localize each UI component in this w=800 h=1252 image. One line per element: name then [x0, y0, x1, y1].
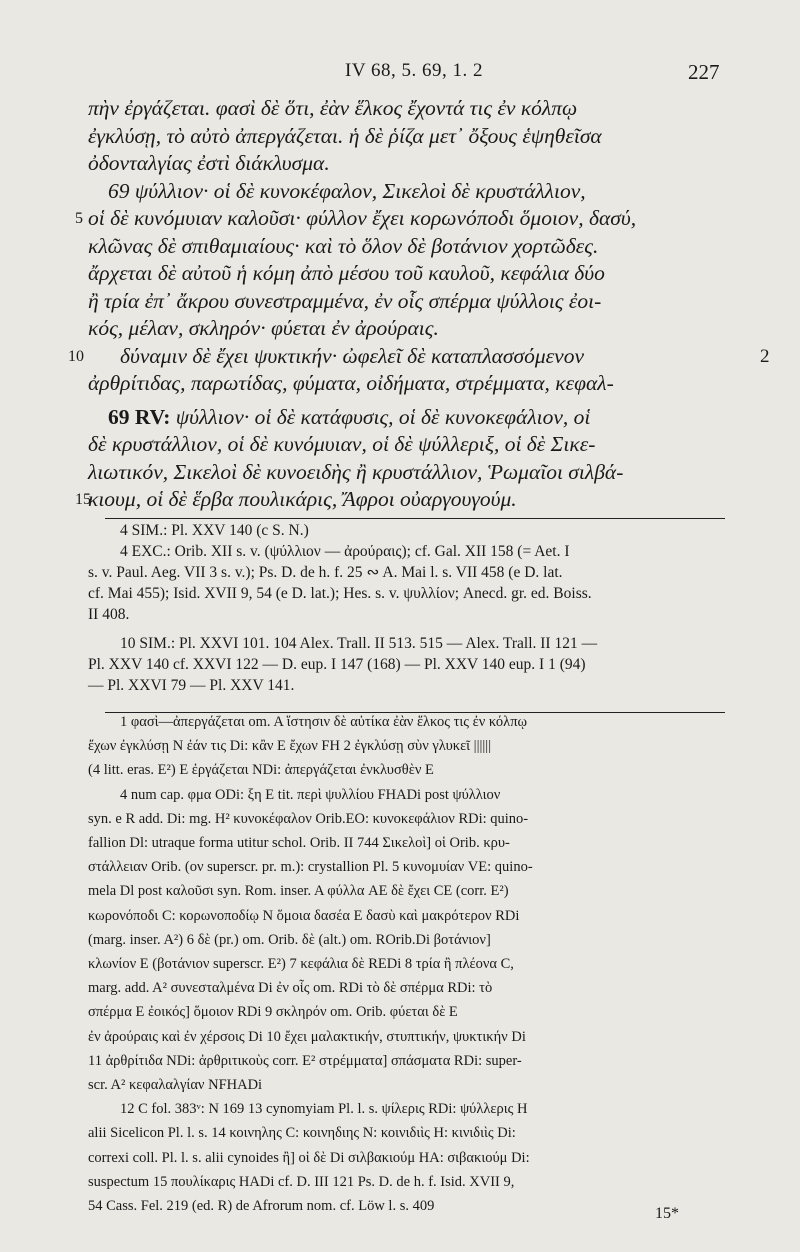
apparatus-line: σπέρμα E ἐοικός] ὅμοιον RDi 9 σκληρόν om. Orib. φύεται δὲ E [88, 1004, 458, 1021]
signature-mark: 15* [655, 1205, 679, 1222]
text-line: πὴν ἐργάζεται. φασὶ δὲ ὅτι, ἐὰν ἕλκος ἔχοντά τις ἐν κόλπῳ [88, 96, 578, 120]
similia-line: 10 SIM.: Pl. XXVI 101. 104 Alex. Trall. II 513. 515 — Alex. Trall. II 121 — [120, 635, 598, 652]
running-head: IV 68, 5. 69, 1. 2 [345, 60, 483, 81]
text-line: ὀδονταλγίας ἐστὶ διάκλυσμα. [88, 151, 330, 175]
text-line: 10 δύναμιν δὲ ἔχει ψυκτικήν· ὠφελεῖ δὲ καταπλασσόμενον 2 [88, 343, 728, 371]
text-line: ἢ τρία ἐπ᾿ ἄκρου συνεστραμμένα, ἐν οἷς σπέρμα ψύλλοις ἐοι- [88, 288, 602, 313]
line-number: 10 [68, 347, 84, 365]
apparatus-line: correxi coll. Pl. l. s. alii cynoides ἢ] οἱ δὲ Di σιλβακιούμ HA: σιβακιούμ Di: [88, 1149, 530, 1166]
text-line: 5 οἱ δὲ κυνόμυιαν καλοῦσι· φύλλον ἔχει κορωνόποδι ὅμοιον, δασύ, [88, 205, 728, 233]
page-number: 227 [688, 60, 720, 84]
similia-line: 4 EXC.: Orib. XII s. v. (ψύλλιον — ἀρούραις); cf. Gal. XII 158 (= Aet. I [120, 543, 570, 560]
apparatus-line: syn. e R add. Di: mg. H² κυνοκέφαλον Orib.EO: κυνοκεφάλιον RDi: quino- [88, 810, 529, 827]
similia-line: cf. Mai 455); Isid. XVII 9, 54 (e D. lat.); Hes. s. v. ψυλλίον; Anecd. gr. ed. Boiss. [88, 585, 592, 602]
apparatus-line: 54 Cass. Fel. 219 (ed. R) de Afrorum nom. cf. Löw l. s. 409 [88, 1198, 435, 1215]
apparatus-line: στάλλειαν Orib. (ον superscr. pr. m.): crystallion Pl. 5 κυνομυίαν VE: quino- [88, 859, 533, 876]
apparatus-line: 4 num cap. φμα ODi: ξη E tit. περὶ ψυλλίου FHADi post ψύλλιον [120, 786, 501, 803]
apparatus-line: scr. A² κεφαλαλγίαν NFHADi [88, 1077, 263, 1094]
rv-line: 15 κιουμ, οἱ δὲ ἕρβα πουλικάρις, Ἄφροι οὐαργουγούμ. [88, 486, 728, 514]
apparatus-line: ἐν ἀρούραις καὶ ἐν χέρσοις Di 10 ἔχει μαλακτικήν, στυπτικήν, ψυκτικήν Di [88, 1028, 526, 1045]
similia-apparatus [88, 520, 728, 696]
text-line: ἄρχεται δὲ αὐτοῦ ἡ κόμη ἀπὸ μέσου τοῦ καυλοῦ, κεφάλια δύο [88, 261, 605, 285]
similia-line: II 408. [88, 606, 130, 623]
apparatus-line: (4 litt. eras. E²) E ἐργάζεται NDi: ἀπεργάζεται ἐνκλυσθὲν E [88, 762, 434, 779]
apparatus-line: ἔχων ἐγκλύσῃ N ἐάν τις Di: κἂν E ἔχων FH 2 ἐγκλύσῃ σὺν γλυκεῖ |||||| [88, 738, 492, 755]
line-number: 5 [75, 210, 83, 227]
apparatus-line: alii Sicelicon Pl. l. s. 14 κοινηλης C: κοινηδιης N: κοινιδιὶς H: κινιδιὶς Di: [88, 1125, 516, 1142]
text-line: κός, μέλαν, σκληρόν· φύεται ἐν ἀρούραις. [88, 316, 439, 340]
rv-line: 69 RV: ψύλλιον· οἱ δὲ κατάφυσις, οἱ δὲ κυνοκεφάλιον, οἱ [108, 404, 591, 429]
apparatus-line: suspectum 15 πουλίκαρις HADi cf. D. III 121 Ps. D. de h. f. Isid. XVII 9, [88, 1173, 515, 1190]
line-number: 15 [75, 491, 91, 508]
separator-rule [105, 518, 725, 519]
margin-note: 2 [760, 345, 770, 367]
text-line: 69 ψύλλιον· οἱ δὲ κυνοκέφαλον, Σικελοὶ δὲ κρυστάλλιον, [108, 178, 586, 203]
critical-apparatus [88, 710, 728, 1218]
apparatus-line: (marg. inser. A²) 6 δὲ (pr.) om. Orib. δὲ (alt.) om. ROrib.Di βοτάνιον] [88, 931, 491, 948]
apparatus-line: κωρονόποδι C: κορωνοποδίῳ N ὅμοια δασέα E δασὺ καὶ μακρότερον RDi [88, 907, 520, 924]
rv-line: λιωτικόν, Σικελοὶ δὲ κυνοειδὴς ἢ κρυστάλλιον, Ῥωμαῖοι σιλβά- [88, 459, 624, 484]
apparatus-line: fallion Dl: utraque forma utitur schol. Orib. II 744 Σικελοὶ] οἱ Orib. κρυ- [88, 835, 510, 852]
apparatus-line: 12 C fol. 383ᵛ: N 169 13 cynomyiam Pl. l. s. ψίλερις RDi: ψύλλερις H [120, 1101, 528, 1118]
apparatus-line: 1 φασὶ—ἀπεργάζεται om. A ἵστησιν δὲ αὐτίκα ἐὰν ἕλκος τις ἐν κόλπῳ [120, 714, 528, 730]
apparatus-line: κλωνίον E (βοτάνιον superscr. E²) 7 κεφάλια δὲ REDi 8 τρία ἢ πλέονα C, [88, 956, 514, 973]
apparatus-line: 11 ἀρθρίτιδα NDi: ἀρθριτικοὺς corr. E² στρέμματα] σπάσματα RDi: super- [88, 1052, 522, 1069]
apparatus-line: marg. add. A² συνεσταλμένα Di ἐν οἷς om. RDi τὸ δὲ σπέρμα RDi: τὸ [88, 980, 493, 997]
text-line: κλῶνας δὲ σπιθαμιαίους· καὶ τὸ ὅλον δὲ βοτάνιον χορτῶδες. [88, 233, 599, 258]
apparatus-line: mela Dl post καλοῦσι syn. Rom. inser. A φύλλα AE δὲ ἔχει CE (corr. E²) [88, 883, 509, 900]
main-text [68, 95, 770, 514]
text-line: ἀρθρίτιδας, παρωτίδας, φύματα, οἰδήματα, στρέμματα, κεφαλ- [88, 371, 614, 395]
rv-label: 69 RV: [108, 404, 171, 429]
similia-line: s. v. Paul. Aeg. VII 3 s. v.); Ps. D. de h. f. 25 ∾ A. Mai l. s. VII 458 (e D. lat. [88, 564, 563, 581]
text-line: ἐγκλύσῃ, τὸ αὐτὸ ἀπεργάζεται. ἡ δὲ ῥίζα μετ᾿ ὄξους ἑψηθεῖσα [88, 123, 602, 148]
similia-line: — Pl. XXVI 79 — Pl. XXV 141. [88, 677, 295, 694]
page-header [0, 60, 800, 90]
similia-line: 4 SIM.: Pl. XXV 140 (c S. N.) [120, 522, 309, 539]
similia-line: Pl. XXV 140 cf. XXVI 122 — D. eup. I 147 (168) — Pl. XXV 140 eup. I 1 (94) [88, 656, 586, 673]
rv-line: δὲ κρυστάλλιον, οἱ δὲ κυνόμυιαν, οἱ δὲ ψύλλεριξ, οἱ δὲ Σικε- [88, 432, 596, 456]
